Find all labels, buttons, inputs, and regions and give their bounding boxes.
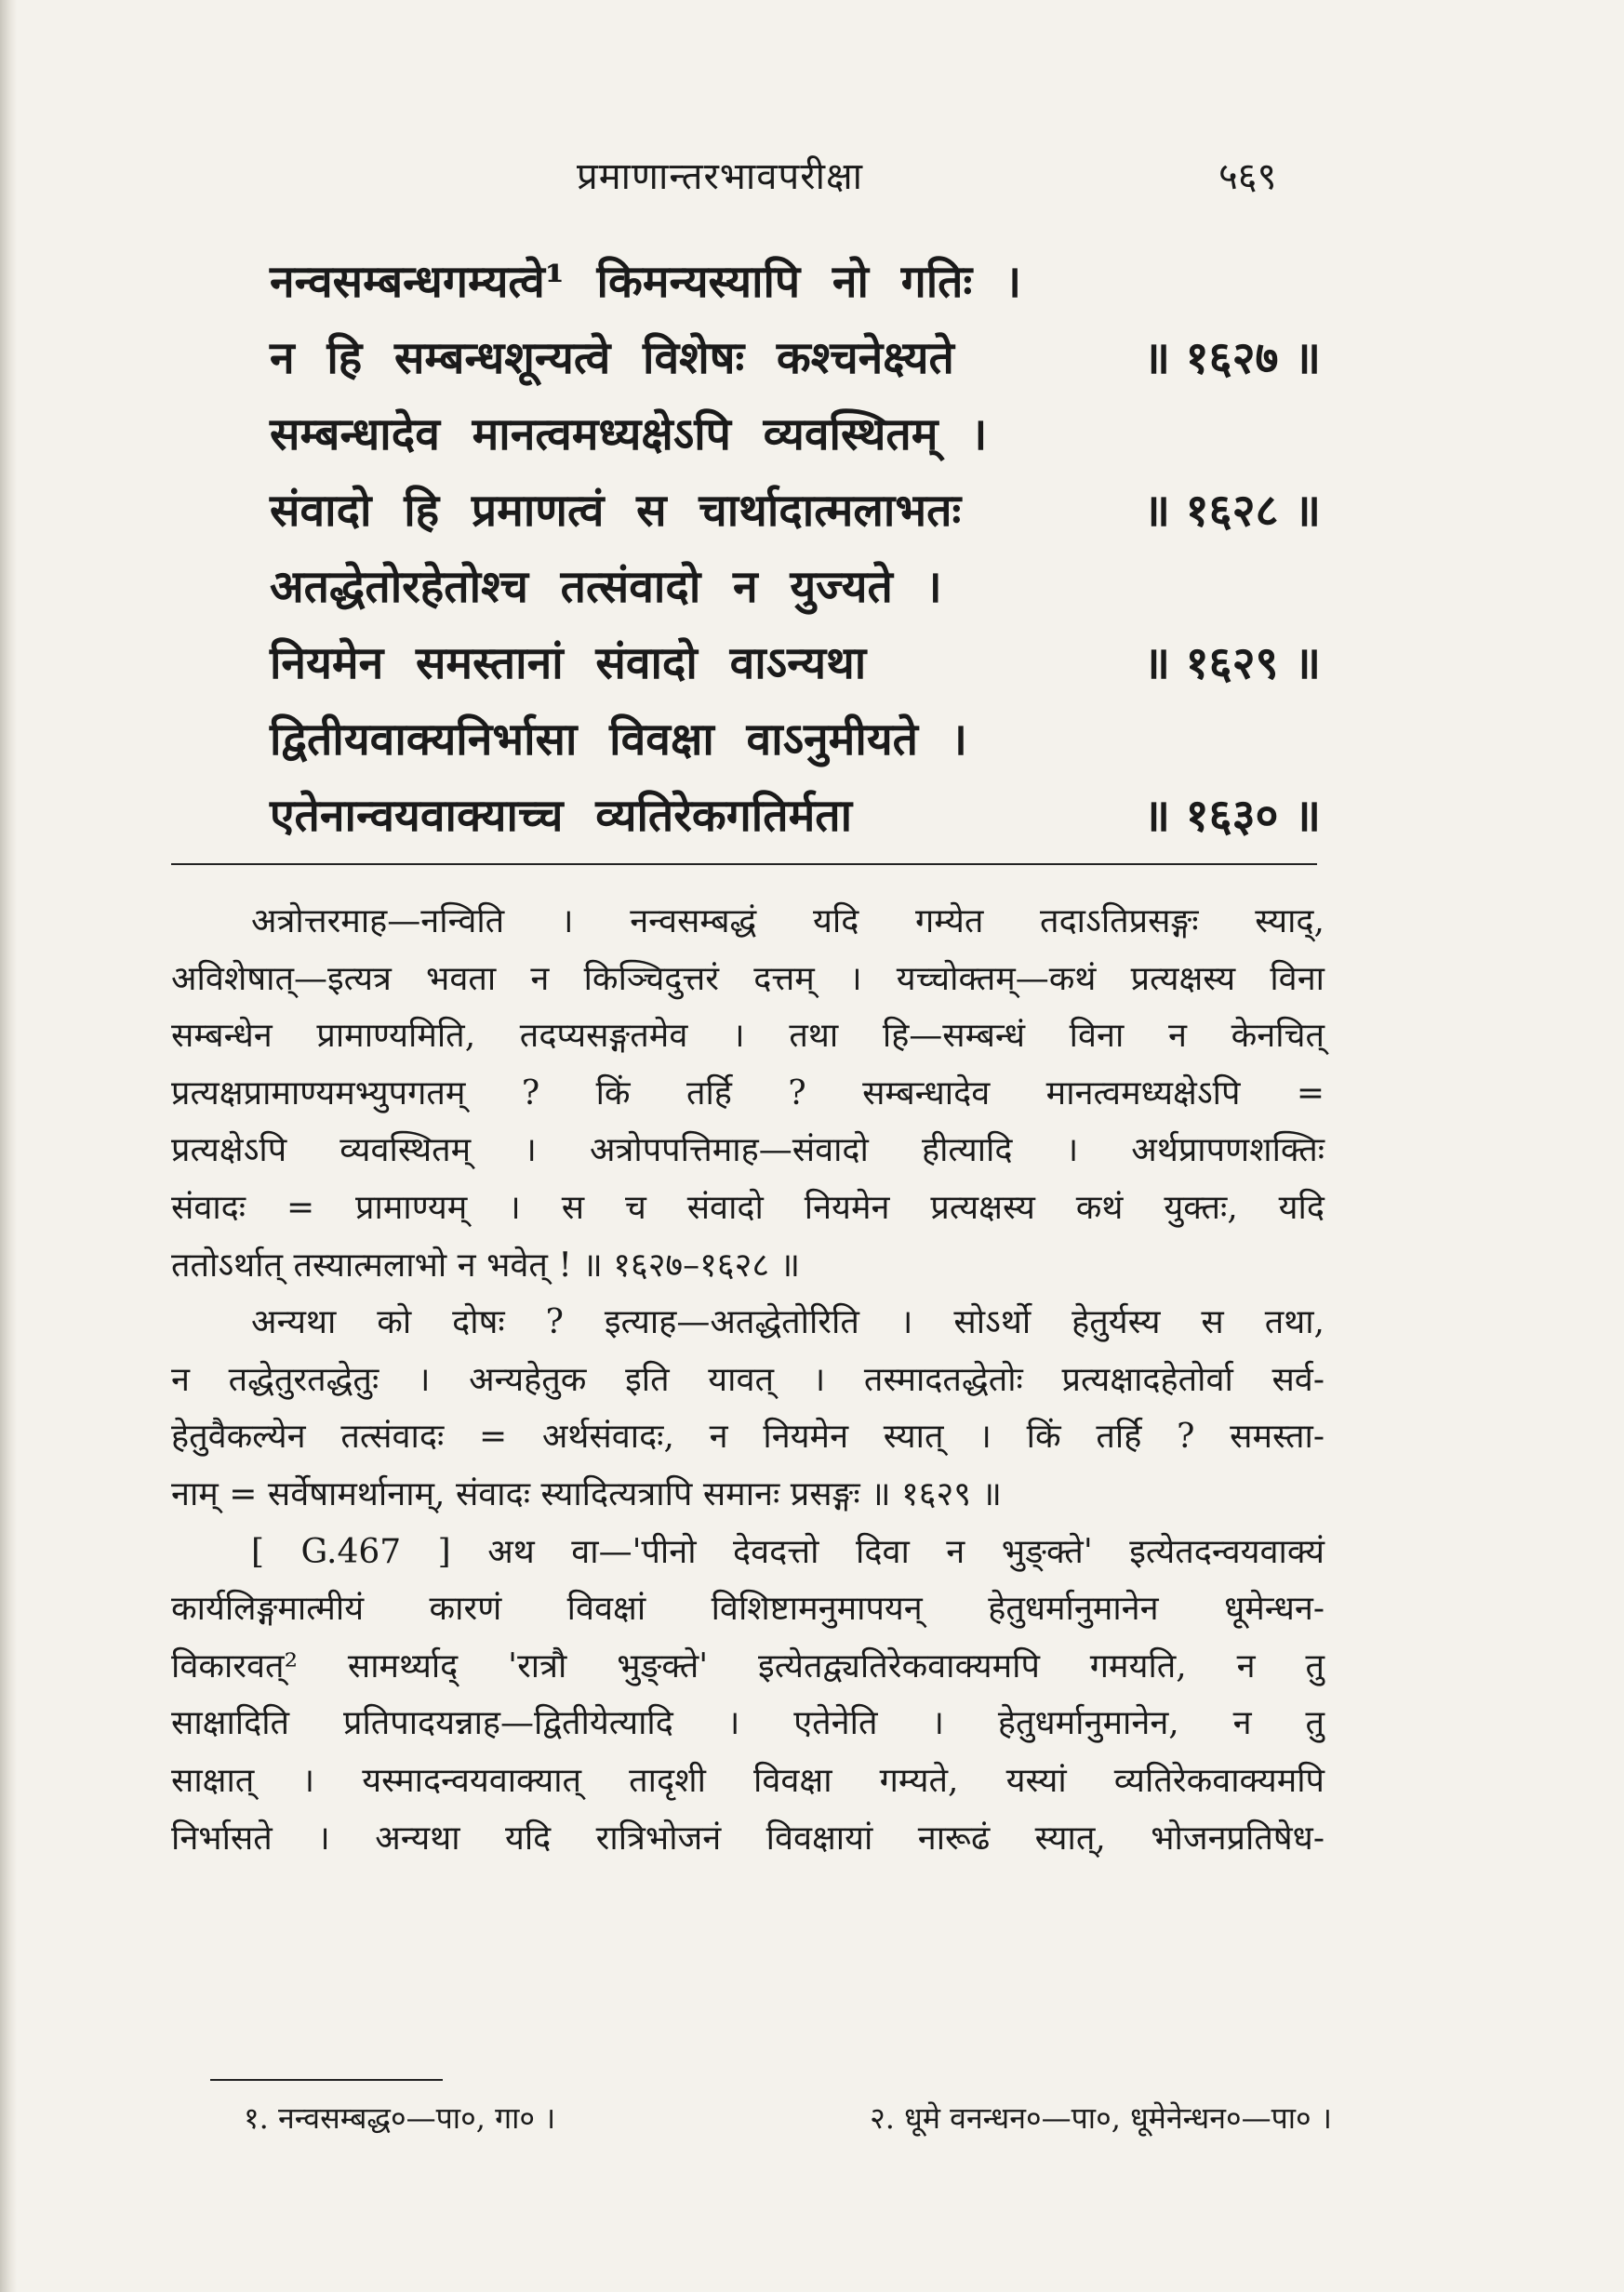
commentary-line: प्रत्यक्षेऽपि व्यवस्थितम् । अत्रोपपत्तिमाह—संवादो हीत्यादि । अर्थप्रापणशक्तिः xyxy=(171,1131,1324,1170)
commentary-line: कार्यलिङ्गमात्मीयं कारणं विवक्षां विशिष्टामनुमापयन् हेतुधर्मानुमानेन धूमेन्धन- xyxy=(171,1590,1324,1629)
verse-text: नियमेन समस्तानां संवादो वाऽन्यथा xyxy=(270,637,867,689)
verse-text: न हि सम्बन्धशून्यत्वे विशेषः कश्चनेक्ष्यते xyxy=(270,332,954,384)
verse-line xyxy=(270,320,1321,396)
running-head: प्रमाणान्तरभावपरीक्षा xyxy=(577,155,863,198)
footnotes xyxy=(244,2098,1332,2138)
commentary-line: संवादः = प्रामाण्यम् । स च संवादो नियमेन प्रत्यक्षस्य कथं युक्तः, यदि xyxy=(171,1188,1324,1227)
commentary-block xyxy=(171,893,1324,1867)
commentary-line: सम्बन्धेन प्रामाण्यमिति, तदप्यसङ्गतमेव । तथा हि—सम्बन्धं विना न केनचित् xyxy=(171,1017,1324,1056)
commentary-line: साक्षादिति प्रतिपादयन्नाह—द्वितीयेत्यादि । एतेनेति । हेतुधर्मानुमानेन, न तु xyxy=(171,1704,1324,1743)
commentary-line: न तद्धेतुरतद्धेतुः । अन्यहेतुक इति यावत् । तस्मादतद्धेतोः प्रत्यक्षादहेतोर्वा सर्व- xyxy=(171,1360,1324,1399)
commentary-line: निर्भासते । अन्यथा यदि रात्रिभोजनं विवक्षायां नारूढं स्यात्, भोजनप्रतिषेध- xyxy=(171,1819,1324,1858)
verse-commentary-divider xyxy=(171,863,1317,865)
verse-text: सम्बन्धादेव मानत्वमध्यक्षेऽपि व्यवस्थितम् । xyxy=(270,408,988,460)
footnote-2: २. धूमे वनन्धन०—पा०, धूमेनेन्धन०—पा० । xyxy=(870,2100,1332,2136)
commentary-line: प्रत्यक्षप्रामाण्यमभ्युपगतम् ? किं तर्हि ? सम्बन्धादेव मानत्वमध्यक्षेऽपि = xyxy=(171,1073,1324,1113)
verse-line xyxy=(270,244,1321,320)
page-number: ५६९ xyxy=(1218,155,1277,198)
commentary-line: अन्यथा को दोषः ? इत्याह—अतद्धेतोरिति । सोऽर्थो हेतुर्यस्य स तथा, xyxy=(251,1303,1324,1342)
commentary-line: अविशेषात्—इत्यत्र भवता न किञ्चिदुत्तरं दत्तम् । यच्चोक्तम्—कथं प्रत्यक्षस्य विना xyxy=(171,959,1324,998)
verse-number: ॥ १६२८ ॥ xyxy=(1143,485,1321,537)
verse-number: ॥ १६२९ ॥ xyxy=(1143,637,1321,689)
footnote-divider xyxy=(210,2079,443,2081)
commentary-line: हेतुवैकल्येन तत्संवादः = अर्थसंवादः, न नियमेन स्यात् । किं तर्हि ? समस्ता- xyxy=(171,1418,1324,1457)
verse-text: एतेनान्वयवाक्याच्च व्यतिरेकगतिर्मता xyxy=(270,790,853,842)
commentary-line: अत्रोत्तरमाह—नन्विति । नन्वसम्बद्धं यदि गम्येत तदाऽतिप्रसङ्गः स्याद्, xyxy=(251,902,1324,940)
verse-line xyxy=(270,625,1321,701)
verse-line xyxy=(270,473,1321,549)
footnote-1: १. नन्वसम्बद्ध०—पा०, गा० । xyxy=(244,2100,556,2136)
commentary-line: [ G.467 ] अथ वा—'पीनो देवदत्तो दिवा न भुङ्क्ते' इत्येतदन्वयवाक्यं xyxy=(251,1532,1324,1571)
verse-line xyxy=(270,778,1321,854)
verse-line xyxy=(270,396,1321,473)
verse-line xyxy=(270,701,1321,778)
commentary-line: ततोऽर्थात् तस्यात्मलाभो न भवेत् ! ॥ १६२७–१६२८ ॥ xyxy=(171,1246,801,1285)
verse-number: ॥ १६२७ ॥ xyxy=(1143,332,1321,384)
verse-text: द्वितीयवाक्यनिर्भासा विवक्षा वाऽनुमीयते । xyxy=(270,713,967,766)
commentary-line: नाम् = सर्वेषामर्थानाम्, संवादः स्यादित्यत्रापि समानः प्रसङ्गः ॥ १६२९ ॥ xyxy=(171,1474,1002,1513)
verse-line xyxy=(270,549,1321,625)
commentary-line: विकारवत्² सामर्थ्याद् 'रात्रौ भुङ्क्ते' इत्येतद्व्यतिरेकवाक्यमपि गमयति, न तु xyxy=(171,1646,1324,1686)
verse-text: अतद्धेतोरहेतोश्च तत्संवादो न युज्यते । xyxy=(270,561,942,613)
commentary-line: साक्षात् । यस्मादन्वयवाक्यात् तादृशी विवक्षा गम्यते, यस्यां व्यतिरेकवाक्यमपि xyxy=(171,1761,1324,1800)
verse-number: ॥ १६३० ॥ xyxy=(1143,790,1321,842)
verse-text: नन्वसम्बन्धगम्यत्वे¹ किमन्यस्यापि नो गतिः । xyxy=(270,256,1022,308)
binding-edge xyxy=(0,0,17,2292)
verse-block xyxy=(270,244,1321,854)
verse-text: संवादो हि प्रमाणत्वं स चार्थादात्मलाभतः xyxy=(270,485,962,537)
